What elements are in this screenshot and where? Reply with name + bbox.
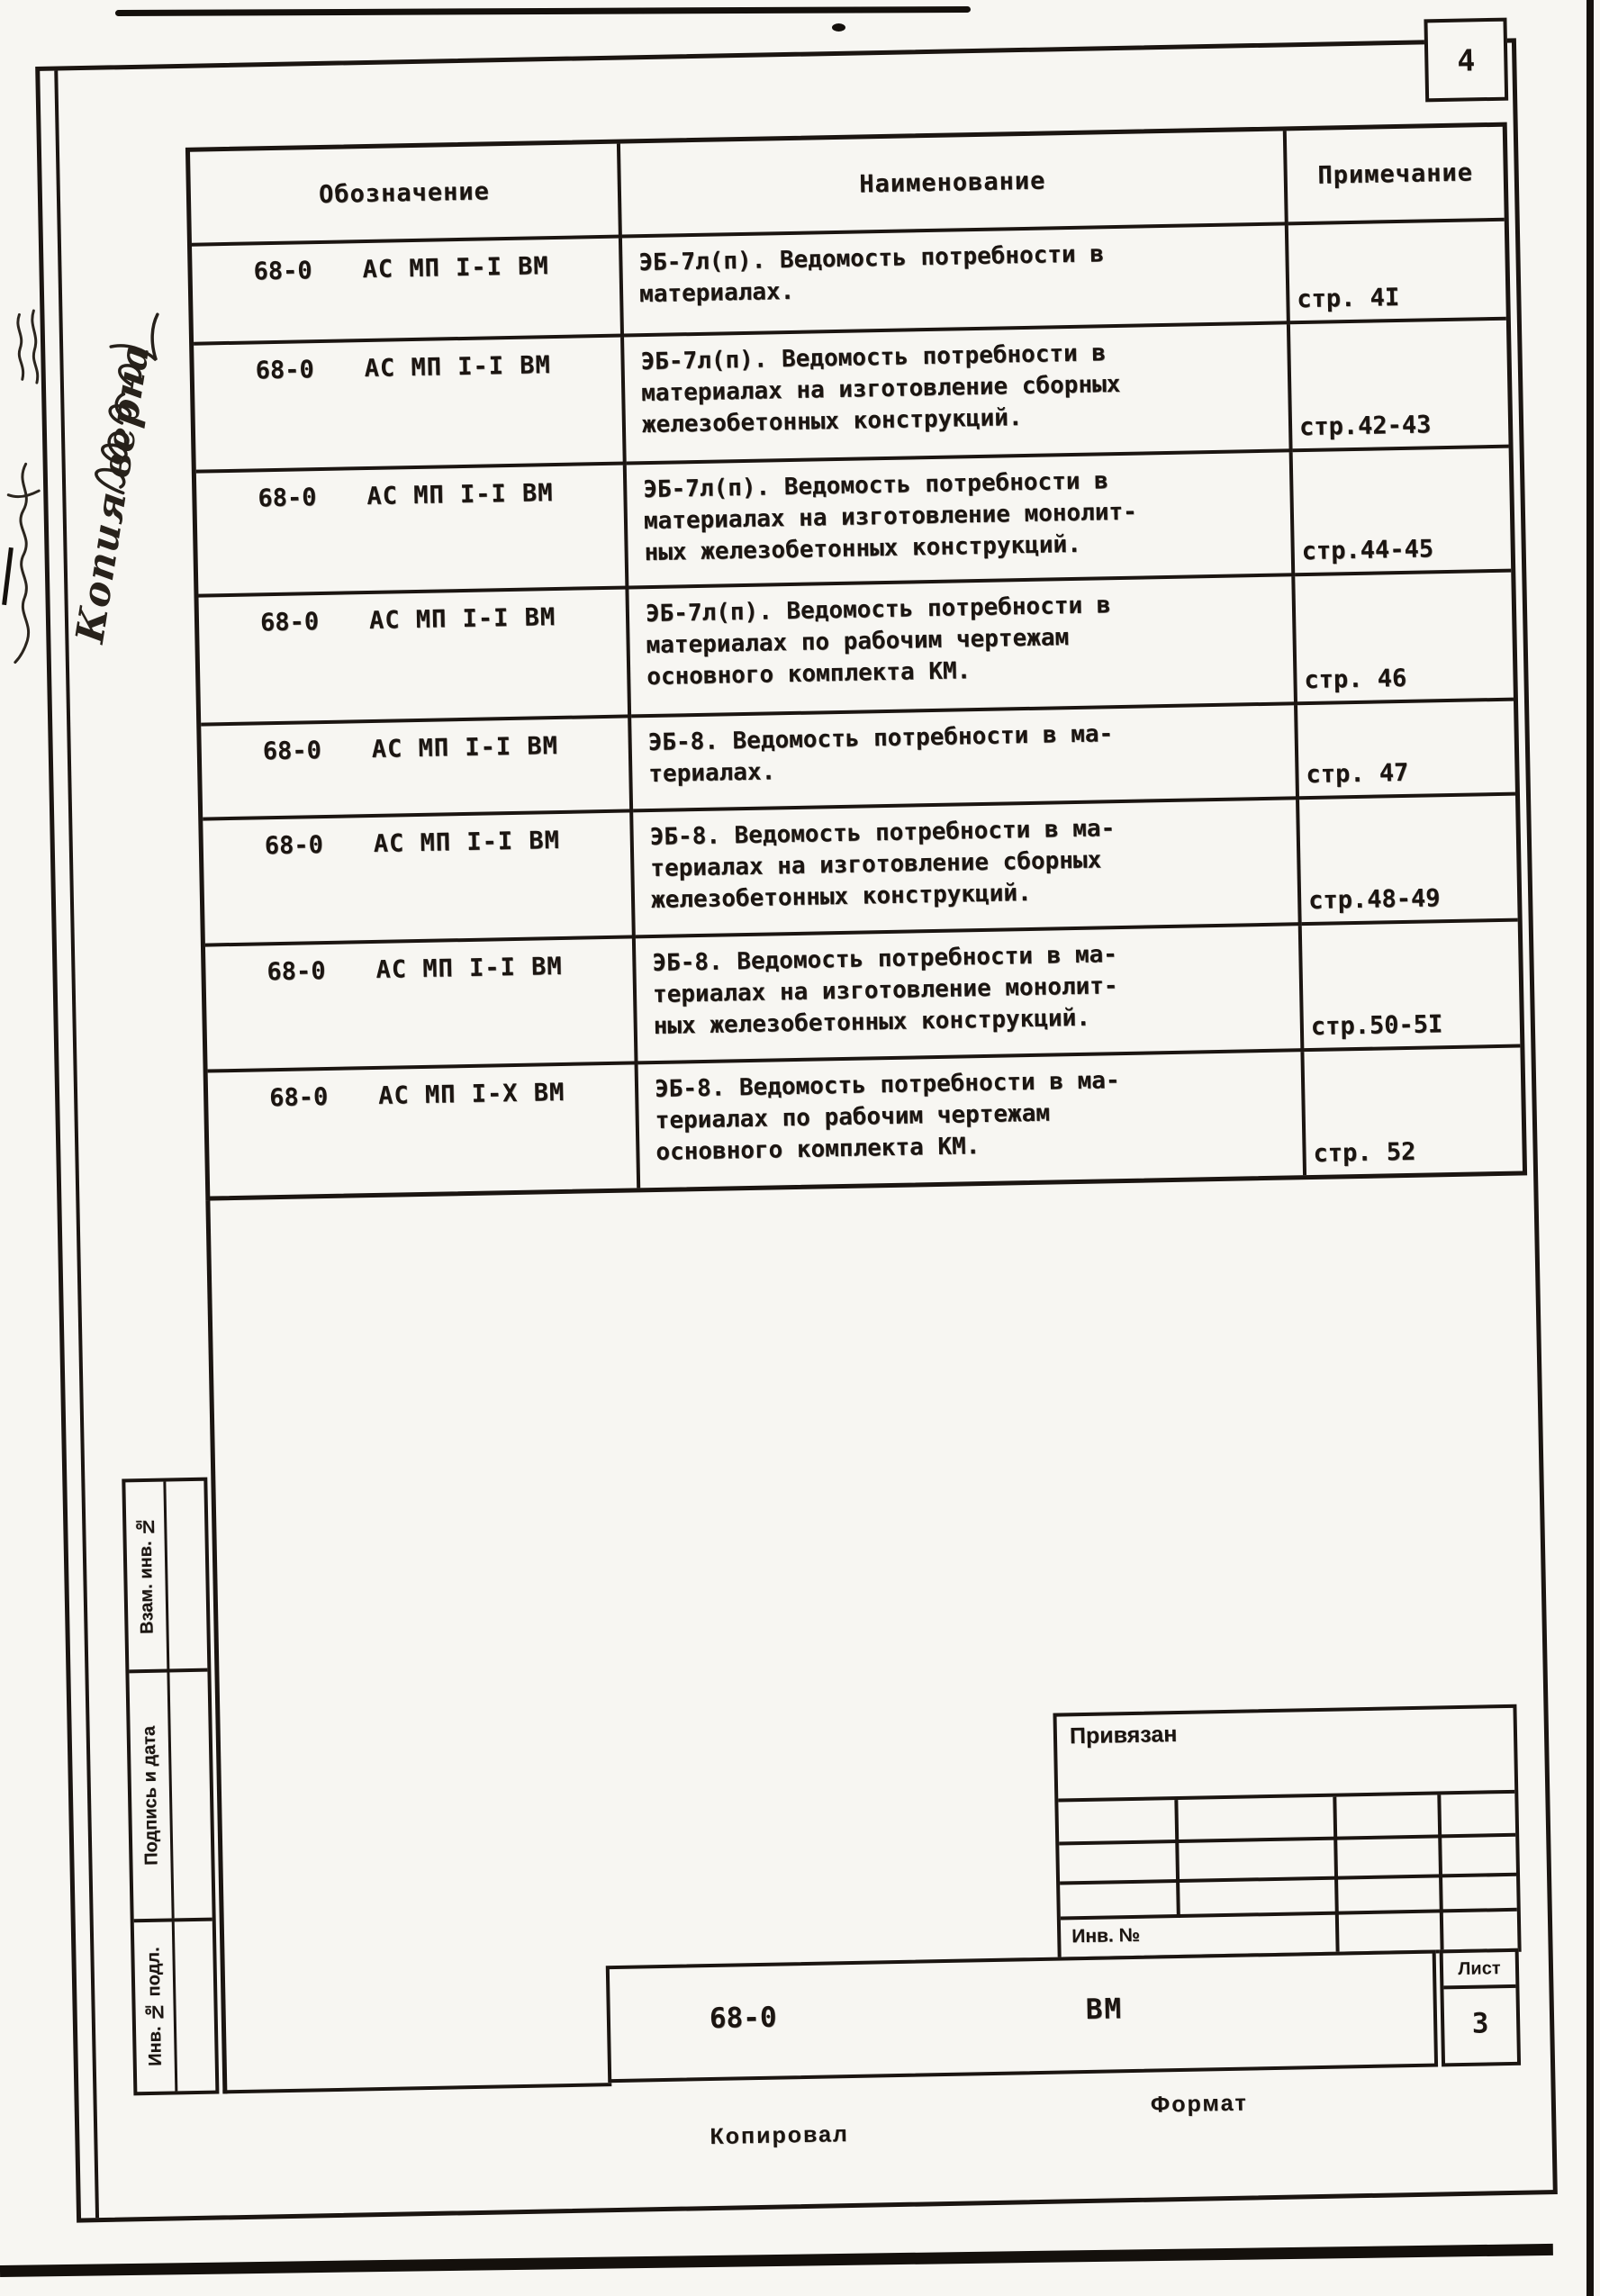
document-name-line: териалах на изготовление монолит-	[652, 972, 1118, 1009]
scan-edge-artifact-right	[1586, 0, 1594, 2296]
designation-cell	[196, 465, 629, 597]
page-reference-cell: стр.50-5I	[1302, 922, 1521, 1053]
designation-cell	[192, 239, 624, 346]
document-code-number: 68-0	[258, 484, 317, 513]
document-name-cell	[628, 576, 1297, 718]
document-code-number: 68-0	[255, 356, 315, 385]
document-name-line: железобетонных конструкций.	[650, 879, 1032, 915]
document-number: 68-0	[709, 2001, 777, 2036]
document-name-line: териалах по рабочим чертежам	[655, 1099, 1051, 1135]
document-name-line: териалах.	[648, 758, 776, 789]
document-name-cell	[631, 705, 1299, 812]
document-code-number: 68-0	[253, 257, 312, 286]
sidebar-label-podpis-data: Подпись и дата	[139, 1725, 162, 1867]
document-name-cell	[622, 225, 1290, 337]
document-name-line: ЭБ-7л(п). Ведомость потребности в	[638, 240, 1105, 277]
document-name-cell	[633, 800, 1302, 938]
page-reference-cell: стр.48-49	[1299, 796, 1518, 927]
stamp-title: Привязан	[1057, 1708, 1515, 1803]
sheet-number: 3	[1471, 2006, 1489, 2040]
format-label: Формат	[1150, 2090, 1248, 2118]
page-reference-cell: стр.44-45	[1293, 448, 1512, 577]
page-reference-cell: стр.42-43	[1290, 321, 1509, 453]
document-designation: АС МП I-I ВМ	[362, 252, 549, 285]
sheet-number-box	[1440, 1948, 1521, 2067]
document-name-line: териалах на изготовление сборных	[650, 846, 1102, 883]
document-name-line: материалах на изготовление монолит-	[643, 498, 1138, 536]
sidebar-label-inv-podl: Инв. № подл.	[143, 1947, 166, 2067]
stamp-grid-line	[1059, 1833, 1515, 1846]
document-name-line: материалах.	[638, 277, 795, 309]
title-block	[606, 1950, 1438, 2084]
document-name-line: железобетонных конструкций.	[641, 404, 1023, 439]
stamp-grid-line	[1060, 1873, 1516, 1885]
document-designation: АС МП I-X ВМ	[377, 1078, 565, 1110]
document-designation: АС МП I-I ВМ	[364, 351, 552, 384]
document-code-number: 68-0	[264, 831, 324, 861]
document-name-cell	[624, 324, 1293, 465]
signature	[76, 297, 175, 503]
scan-edge-artifact-top	[115, 6, 971, 16]
designation-cell	[205, 938, 638, 1072]
frame-margin-line	[54, 71, 99, 2219]
document-designation: АС МП I-I ВМ	[366, 479, 554, 511]
binding-stamp	[1053, 1704, 1521, 1961]
document-name-line: ЭБ-7л(п). Ведомость потребности в	[640, 339, 1107, 376]
document-name-line: ЭБ-8. Ведомость потребности в ма-	[649, 815, 1116, 852]
document-name-line: основного комплекта КМ.	[646, 657, 972, 692]
drawing-sheet-frame	[35, 38, 1558, 2222]
document-name-line: ЭБ-7л(п). Ведомость потребности в	[645, 592, 1111, 628]
sidebar-label-vzam-inv: Взам. инв. №	[135, 1516, 158, 1635]
document-code-number: 68-0	[267, 957, 326, 987]
scan-edge-artifact-bottom	[0, 2244, 1553, 2277]
document-code-number: 68-0	[262, 737, 322, 766]
documents-table	[185, 122, 1527, 1201]
page-reference-cell: стр. 4I	[1288, 221, 1506, 325]
sidebar-cell-inv-podl	[134, 1921, 216, 2093]
handwritten-note: Копия верна	[68, 340, 159, 646]
sidebar-stamp-column	[122, 1478, 219, 2096]
document-name-line: ЭБ-8. Ведомость потребности в ма-	[652, 941, 1118, 978]
designation-cell	[194, 338, 627, 474]
handwriting-scribble	[3, 458, 50, 666]
document-code-number: 68-0	[268, 1082, 329, 1113]
designation-cell	[201, 718, 633, 820]
document-name-line: материалах на изготовление сборных	[640, 370, 1121, 408]
document-designation: АС МП I-I ВМ	[368, 603, 556, 636]
document-name-line: ных железобетонных конструкций.	[644, 530, 1082, 567]
column-header-designation: Обозначение	[190, 144, 622, 247]
document-name-cell	[627, 452, 1296, 589]
designation-cell	[208, 1064, 641, 1196]
document-name-cell	[636, 926, 1305, 1064]
document-name-line: материалах по рабочим чертежам	[646, 624, 1070, 660]
document-designation: АС МП I-I ВМ	[375, 952, 563, 984]
sidebar-cell-podpis-data	[129, 1672, 212, 1923]
document-designation: АС МП I-I ВМ	[373, 826, 561, 858]
stamp-grid-line	[1333, 1797, 1339, 1952]
page-reference-cell: стр. 47	[1297, 701, 1515, 800]
page-reference-cell: стр. 52	[1313, 1137, 1416, 1168]
document-code-number: 68-0	[259, 608, 320, 637]
stamp-grid-line	[1437, 1794, 1443, 1949]
handwriting-scribble	[10, 307, 48, 389]
document-designation: АС МП I-I ВМ	[371, 732, 559, 764]
column-header-name: Наименование	[620, 131, 1288, 238]
document-name-line: ЭБ-7л(п). Ведомость потребности в	[643, 467, 1109, 504]
page-reference-cell: стр. 46	[1295, 573, 1514, 706]
inventory-number-label: Инв. №	[1071, 1924, 1141, 1948]
document-code: ВМ	[1085, 1993, 1124, 2027]
page-number: 4	[1457, 41, 1476, 78]
column-header-note: Примечание	[1287, 127, 1505, 226]
document-name-cell	[638, 1052, 1306, 1188]
designation-cell	[199, 589, 632, 726]
sidebar-cell-vzam-inv	[125, 1481, 207, 1674]
page-number-box	[1424, 18, 1508, 103]
document-name-line: основного комплекта КМ.	[655, 1133, 981, 1166]
document-name-line: ЭБ-8. Ведомость потребности в ма-	[647, 720, 1114, 757]
designation-cell	[203, 812, 636, 946]
stamp-bottom-line	[222, 2083, 611, 2093]
document-name-line: ных железобетонных конструкций.	[653, 1004, 1091, 1041]
stamp-grid-line	[1174, 1800, 1180, 1918]
scan-speck	[832, 23, 845, 32]
copied-by-label: Копировал	[710, 2121, 850, 2150]
sheet-label: Лист	[1443, 1952, 1516, 1990]
document-name-line: ЭБ-8. Ведомость потребности в ма-	[654, 1067, 1120, 1104]
